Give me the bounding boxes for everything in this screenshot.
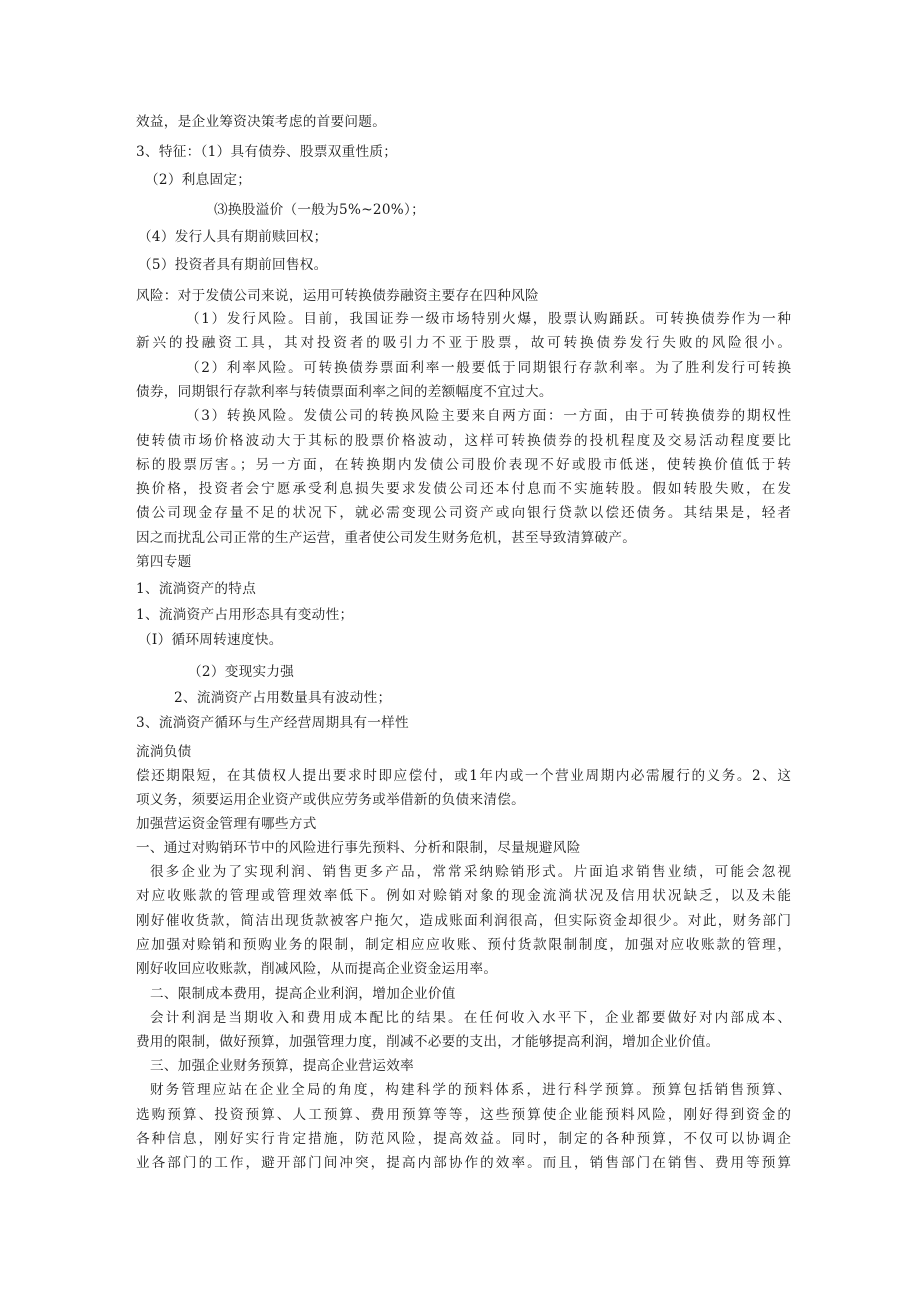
risk-convert-line-4: 换价格，投资者会宁愿承受利息损失要求发债公司还本付息而不实施转股。假如转股失败，在发 xyxy=(136,481,791,497)
risk-convert-line-1: （3）转换风险。发债公司的转换风险主要来自两方面：一方面，由于可转换债券的期权性 xyxy=(186,408,791,424)
risk-convert-line-6: 因之而扰乱公司正常的生产运营，重者使公司发生财务危机，甚至导致清算破产。 xyxy=(136,530,637,546)
method-1-line-5: 刚好收回应收账款，削减风险，从而提高企业资金运用率。 xyxy=(136,961,498,977)
current-assets-point-1: 1、流淌资产占用形态具有变动性； xyxy=(136,607,354,623)
text-line-1: 效益，是企业筹资决策考虑的首要问题。 xyxy=(136,114,387,130)
risk-convert-line-2: 使转债市场价格波动大于其标的股票价格波动，这样可转换债券的投机程度及交易活动程度要比 xyxy=(136,433,791,449)
method-2-line-1: 会计利润是当期收入和费用成本配比的结果。在任何收入水平下，企业都要做好对内部成本、 xyxy=(150,1010,791,1026)
method-3-line-1: 财务管理应站在企业全局的角度，构建科学的预料体系，进行科学预算。预算包括销售预算、 xyxy=(150,1082,791,1098)
risk-issue-line-2: 新兴的投融资工具，其对投资者的吸引力不亚于股票，故可转换债券发行失败的风险很小。 xyxy=(136,335,791,351)
current-liabilities-line-2: 项义务，须要运用企业资产或供应劳务或举借新的负债来清偿。 xyxy=(136,792,526,808)
current-assets-heading: 1、流淌资产的特点 xyxy=(136,581,257,597)
risk-heading: 风险：对于发债公司来说，运用可转换债券融资主要存在四种风险 xyxy=(136,288,539,304)
working-capital-heading: 加强营运资金管理有哪些方式 xyxy=(136,816,317,832)
risk-rate-line-2: 债券，同期银行存款利率与转债票面利率之间的差额幅度不宜过大。 xyxy=(136,384,553,400)
method-3-line-3: 各种信息，刚好实行肯定措施，防范风险，提高效益。同时，制定的各种预算，不仅可以协调企 xyxy=(136,1131,791,1147)
current-assets-point-2: 2、流淌资产占用数量具有波动性； xyxy=(174,690,392,706)
method-1-line-4: 应加强对赊销和预购业务的限制，制定相应应收账、预付货款限制制度，加强对应收账款的管理， xyxy=(136,937,791,953)
current-liabilities-heading: 流淌负债 xyxy=(136,744,192,760)
feature-item-4: （4）发行人具有期前赎回权； xyxy=(138,229,328,245)
current-liabilities-line-1: 偿还期限短，在其债权人提出要求时即应偿付，或1年内或一个营业周期内必需履行的义务。2、这 xyxy=(136,768,791,784)
feature-item-3: ⑶换股溢价（一般为5%~20%）； xyxy=(214,202,425,218)
method-1-line-3: 刚好催收货款，简洁出现货款被客户拖欠，造成账面利润很高，但实际资金却很少。对此，财务部门 xyxy=(136,913,791,929)
section-title-topic-4: 第四专题 xyxy=(136,554,192,570)
current-assets-sub-1: （I）循环周转速度快。 xyxy=(138,632,283,648)
risk-issue-line-1: （1）发行风险。目前，我国证券一级市场特别火爆，股票认购踊跃。可转换债券作为一种 xyxy=(186,311,791,327)
method-2-line-2: 费用的限制，做好预算，加强管理力度，削减不必要的支出，才能够提高利润，增加企业价值。 xyxy=(136,1034,720,1050)
risk-rate-line-1: （2）利率风险。可转换债券票面利率一般要低于同期银行存款利率。为了胜利发行可转换 xyxy=(186,360,791,376)
risk-convert-line-5: 债公司现金存量不足的状况下，就必需变现公司资产或向银行贷款以偿还债务。其结果是，轻者 xyxy=(136,505,791,521)
method-1-line-1: 很多企业为了实现利润、销售更多产品，常常采纳赊销形式。片面追求销售业绩，可能会忽视 xyxy=(150,864,791,880)
current-assets-point-3: 3、流淌资产循环与生产经营周期具有一样性 xyxy=(136,715,409,731)
method-2-heading: 二、限制成本费用，提高企业利润，增加企业价值 xyxy=(150,986,456,1002)
features-heading: 3、特征：（1）具有债券、股票双重性质； xyxy=(136,144,398,160)
feature-item-5: （5）投资者具有期前回售权。 xyxy=(138,257,328,273)
current-assets-sub-2: （2）变现实力强 xyxy=(188,664,295,680)
method-3-line-4: 业各部门的工作，避开部门间冲突，提高内部协作的效率。而且，销售部门在销售、费用等预算 xyxy=(136,1155,791,1171)
method-1-heading: 一、通过对购销环节中的风险进行事先预料、分析和限制，尽量规避风险 xyxy=(136,840,581,856)
method-1-line-2: 对应收账款的管理或管理效率低下。例如对赊销对象的现金流淌状况及信用状况缺乏，以及未能 xyxy=(136,888,791,904)
feature-item-2: （2）利息固定； xyxy=(145,172,252,188)
method-3-line-2: 选购预算、投资预算、人工预算、费用预算等等，这些预算使企业能预料风险，刚好得到资金的 xyxy=(136,1107,791,1123)
risk-convert-line-3: 标的股票厉害。；另一方面，在转换期内发债公司股价表现不好或股市低迷，使转换价值低于转 xyxy=(136,457,791,473)
method-3-heading: 三、加强企业财务预算，提高企业营运效率 xyxy=(150,1058,414,1074)
